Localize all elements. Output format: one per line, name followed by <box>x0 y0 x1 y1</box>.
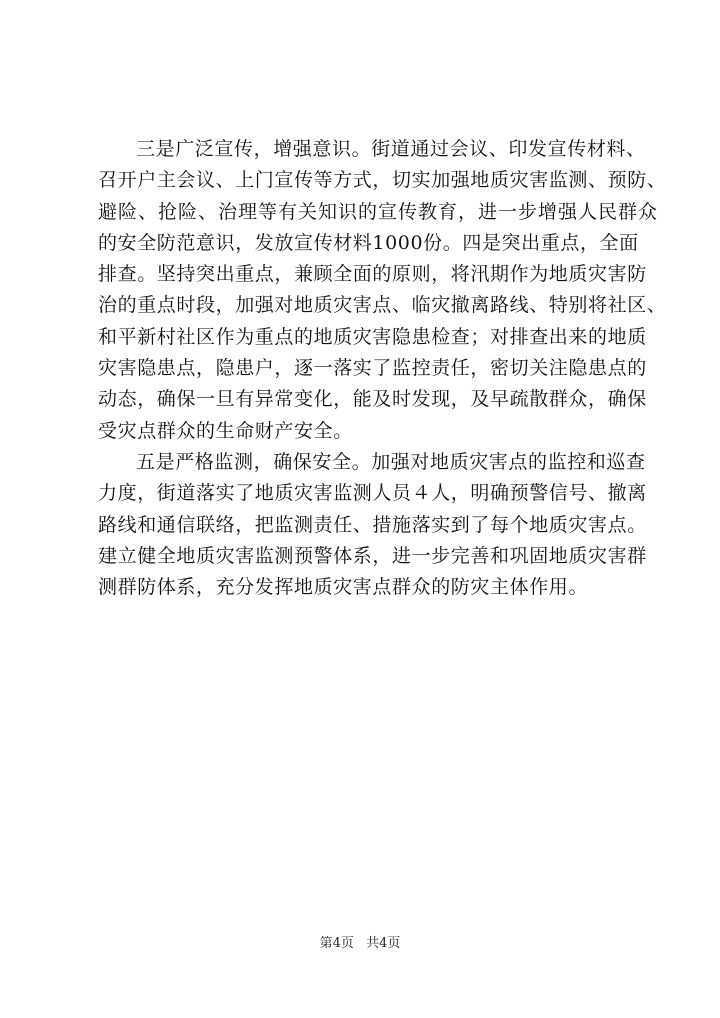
paragraph-line: 五是严格监测，确保安全。加强对地质灾害点的监控和巡查 <box>136 450 646 473</box>
paragraph-line: 和平新村社区作为重点的地质灾害隐患检查；对排查出来的地质 <box>98 325 647 348</box>
paragraph-line: 动态，确保一旦有异常变化，能及时发现，及早疏散群众，确保 <box>98 388 647 411</box>
page-number: 第4页 <box>319 936 354 951</box>
paragraph-line: 力度，街道落实了地质灾害监测人员４人，明确预警信号、撤离 <box>98 482 647 505</box>
paragraph-line: 治的重点时段，加强对地质灾害点、临灾撤离路线、特别将社区、 <box>98 294 667 317</box>
paragraph-line: 召开户主会议、上门宣传等方式，切实加强地质灾害监测、预防、 <box>98 169 667 192</box>
paragraph-line: 建立健全地质灾害监测预警体系，进一步完善和巩固地质灾害群 <box>98 544 647 567</box>
paragraph-line: 避险、抢险、治理等有关知识的宣传教育，进一步增强人民群众 <box>98 200 659 223</box>
paragraph-line: 受灾点群众的生命财产安全。 <box>98 419 353 442</box>
paragraph-line: 灾害隐患点，隐患户，逐一落实了监控责任，密切关注隐患点的 <box>98 357 647 380</box>
paragraph-line: 排查。坚持突出重点，兼顾全面的原则，将汛期作为地质灾害防 <box>98 263 647 286</box>
paragraph-line: 三是广泛宣传，增强意识。街道通过会议、印发宣传材料、 <box>136 138 646 160</box>
paragraph-line: 测群防体系，充分发挥地质灾害点群众的防灾主体作用。 <box>98 576 589 599</box>
paragraph-line: 路线和通信联络，把监测责任、措施落实到了每个地质灾害点。 <box>98 513 647 536</box>
page-footer <box>0 936 720 952</box>
document-body <box>98 134 667 603</box>
page-total: 共4页 <box>366 936 401 951</box>
paragraph-line: 的安全防范意识，发放宣传材料1000份。四是突出重点，全面 <box>98 231 639 254</box>
